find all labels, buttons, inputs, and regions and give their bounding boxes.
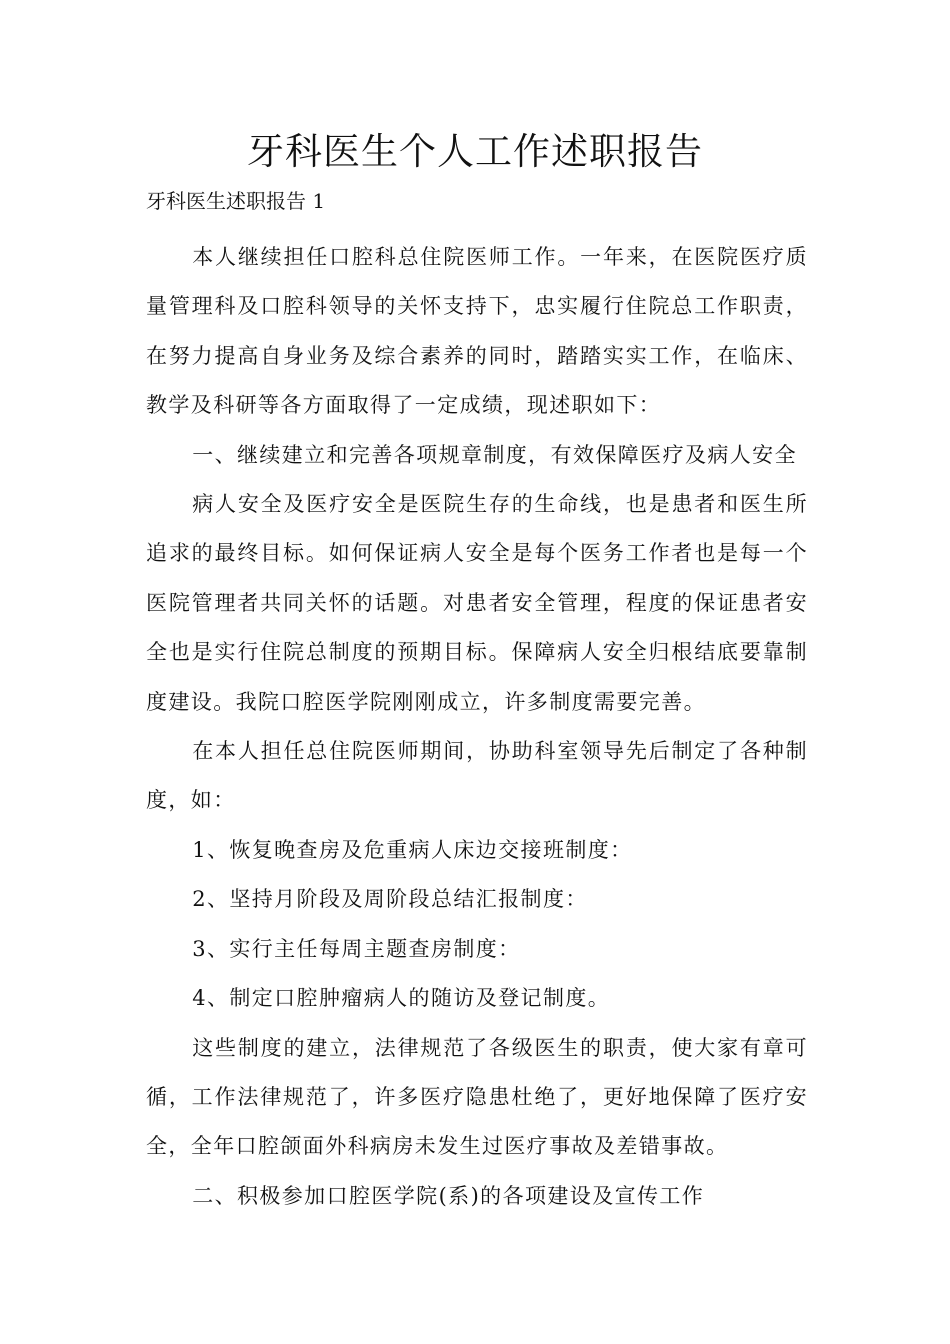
list-item: 1、恢复晚查房及危重病人床边交接班制度：: [192, 837, 633, 862]
paragraph-rules-intro: 在本人担任总住院医师期间，协助科室领导先后制定了各种制度，如：: [146, 739, 808, 813]
paragraph-safety: 病人安全及医疗安全是医院生存的生命线，也是患者和医生所追求的最终目标。如何保证病人安全是每个医务工作者也是每一个医院管理者共同关怀的话题。对患者安全管理，程度的保证患者安全也是实行住院总制度的预期目标。保障病人安全归根结底要靠制度建设。我院口腔医学院刚刚成立，许多制度需要完善。: [146, 492, 808, 714]
paragraph-intro: 本人继续担任口腔科总住院医师工作。一年来，在医院医疗质量管理科及口腔科领导的关怀支持下，忠实履行住院总工作职责，在努力提高自身业务及综合素养的同时，踏踏实实工作，在临床、教学及科研等各方面取得了一定成绩，现述职如下：: [146, 245, 808, 418]
list-item: 3、实行主任每周主题查房制度：: [192, 936, 521, 961]
document-title: 牙科医生个人工作述职报告: [247, 130, 703, 173]
list-item: 4、制定口腔肿瘤病人的随访及登记制度。: [192, 986, 611, 1011]
section-heading-1: 一、继续建立和完善各项规章制度，有效保障医疗及病人安全: [192, 442, 797, 467]
section-heading-2: 二、积极参加口腔医学院(系)的各项建设及宣传工作: [192, 1183, 705, 1208]
document-body: [146, 233, 808, 1221]
document-subtitle: 牙科医生述职报告 1: [146, 189, 326, 213]
paragraph-results: 这些制度的建立，法律规范了各级医生的职责，使大家有章可循，工作法律规范了，许多医疗隐患杜绝了，更好地保障了医疗安全，全年口腔颌面外科病房未发生过医疗事故及差错事故。: [146, 1035, 808, 1159]
list-item: 2、坚持月阶段及周阶段总结汇报制度：: [192, 887, 588, 912]
